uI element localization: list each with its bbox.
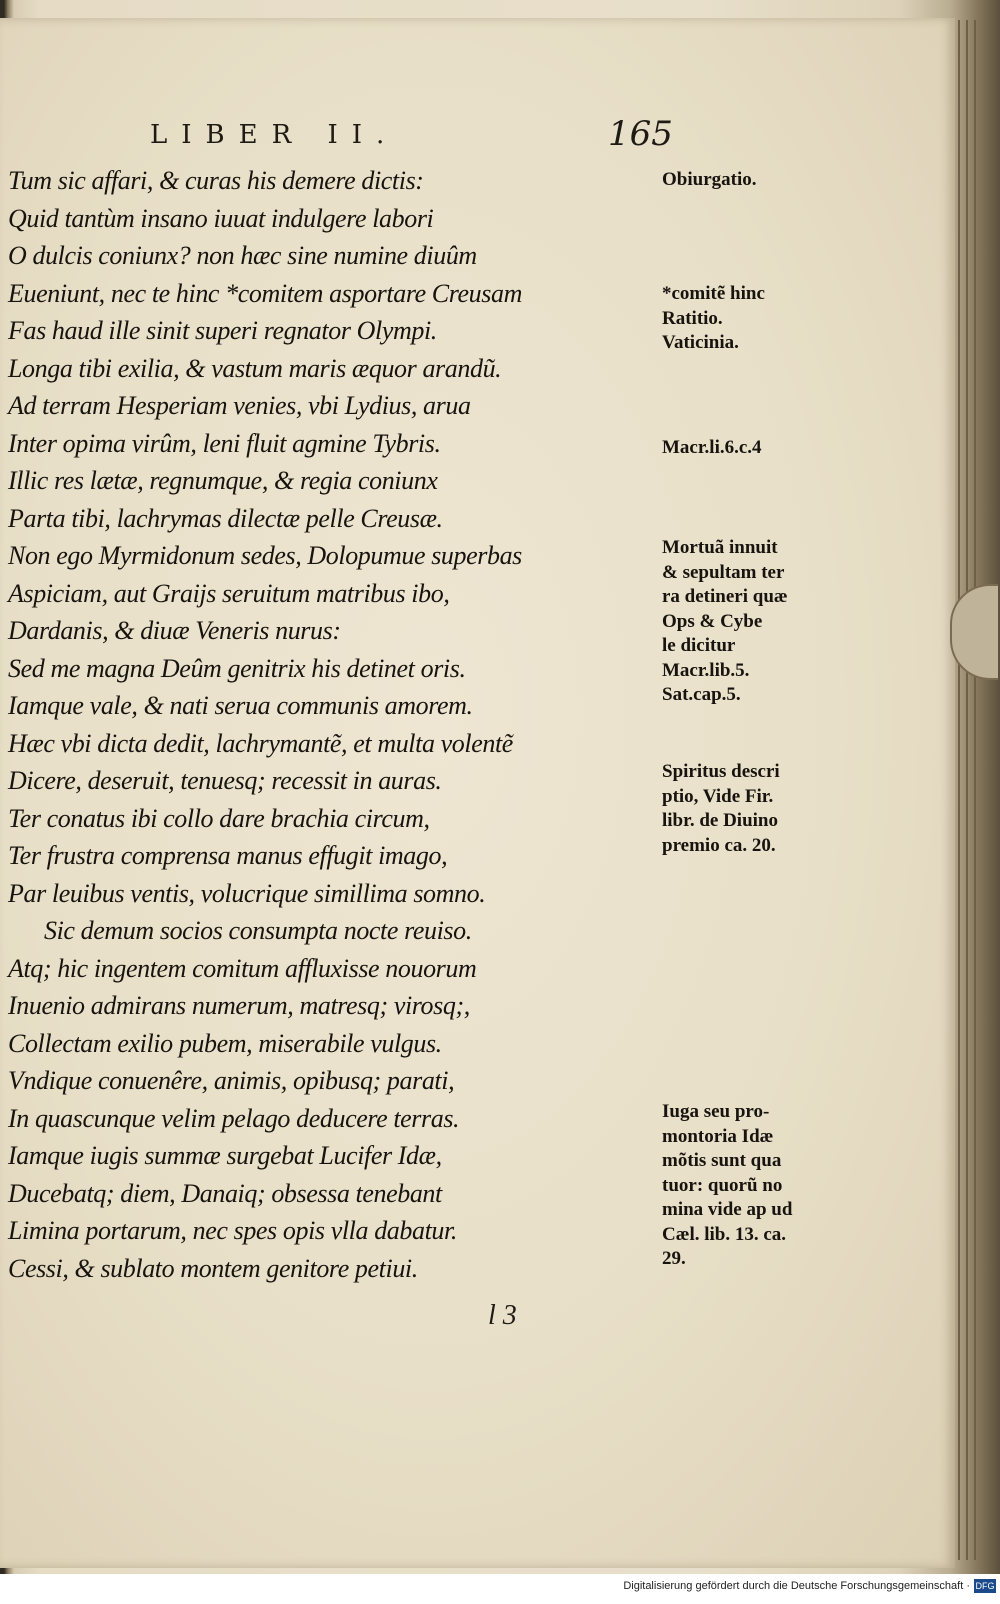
page-edge-line (958, 20, 960, 1560)
verse-line: Aspiciam, aut Graijs seruitum matribus ibo, (8, 578, 450, 608)
page-number: 165 (608, 114, 673, 154)
verse-line: Inuenio admirans numerum, matresq; virosq;, (8, 991, 470, 1020)
verse-line: Parta tibi, lachrymas dilectæ pelle Creusæ. (8, 503, 443, 533)
signature-mark: l 3 (488, 1300, 517, 1331)
page-edge-line (966, 20, 968, 1560)
marginal-note: Mortuã innuit & sepultam ter ra detineri quæ Ops & Cybe le dicitur Macr.lib.5. Sat.cap.5. (662, 537, 788, 705)
verse-line: Limina portarum, nec spes opis vlla dabatur. (8, 1216, 457, 1245)
running-title: LIBER II. (150, 120, 399, 150)
verse-line: Sed me magna Deûm genitrix his detinet oris. (8, 653, 466, 683)
verse-line: Illic res lætæ, regnumque, & regia coniunx (8, 466, 438, 495)
verse-line: Vndique conuenêre, animis, opibusq; parati, (8, 1066, 455, 1095)
verse-line: Collectam exilio pubem, miserabile vulgus. (8, 1028, 442, 1058)
dfg-logo-badge: DFG (975, 1581, 995, 1591)
verse-line: Tum sic affari, & curas his demere dictis: (8, 166, 424, 195)
marginal-note: Spiritus descri ptio, Vide Fir. libr. de Diuino premio ca. 20. (662, 761, 780, 856)
verse-text (8, 162, 668, 1287)
verse-line: Par leuibus ventis, volucrique simillima somno. (8, 878, 486, 908)
verse-line: Dicere, deseruit, tenuesq; recessit in auras. (8, 766, 442, 795)
verse-line: Fas haud ille sinit superi regnator Olympi. (8, 316, 437, 345)
marginal-note: Iuga seu pro- montoria Idæ mõtis sunt qua tuor: quorũ no mina vide ap ud Cæl. lib. 13. ca. 29. (662, 1101, 793, 1269)
verse-line: Ducebatq; diem, Danaiq; obsessa tenebant (8, 1178, 442, 1208)
marginal-note: *comitẽ hinc Ratitio. Vaticinia. (662, 283, 765, 353)
verse-line: Sic demum socios consumpta nocte reuiso. (44, 916, 472, 945)
verse-line: Non ego Myrmidonum sedes, Dolopumue superbas (8, 541, 522, 570)
verse-line: Cessi, & sublato montem genitore petiui. (8, 1253, 418, 1283)
verse-line: Hæc vbi dicta dedit, lachrymantẽ, et multa volentẽ (8, 728, 513, 758)
marginal-note: Macr.li.6.c.4 (662, 437, 762, 458)
verse-line: O dulcis coniunx? non hæc sine numine diuûm (8, 241, 477, 270)
verse-line: Ter conatus ibi collo dare brachia circum, (8, 803, 430, 833)
verse-line: Ad terram Hesperiam venies, vbi Lydius, arua (8, 391, 471, 420)
marginal-note: Obiurgatio. (662, 169, 757, 190)
verse-line: Longa tibi exilia, & vastum maris æquor arandũ. (8, 353, 502, 383)
verse-line: Inter opima virûm, leni fluit agmine Tybris. (8, 428, 441, 458)
verse-line: In quascunque velim pelago deducere terras. (8, 1103, 460, 1133)
verse-line: Eueniunt, nec te hinc *comitem asportare Creusam (8, 278, 522, 308)
verse-line: Quid tantùm insano iuuat indulgere labori (8, 203, 434, 233)
verse-line: Iamque vale, & nati serua communis amorem. (8, 691, 473, 720)
verse-line: Ter frustra comprensa manus effugit imago, (8, 841, 448, 870)
verse-line: Dardanis, & diuæ Veneris nurus: (8, 616, 341, 645)
verse-line: Iamque iugis summæ surgebat Lucifer Idæ, (8, 1141, 442, 1170)
page-edge-line (974, 20, 976, 1560)
verse-line: Atq; hic ingentem comitum affluxisse nouorum (8, 953, 477, 983)
footer-credit: Digitalisierung gefördert durch die Deutsche Forschungsgemeinschaft · (623, 1580, 970, 1592)
